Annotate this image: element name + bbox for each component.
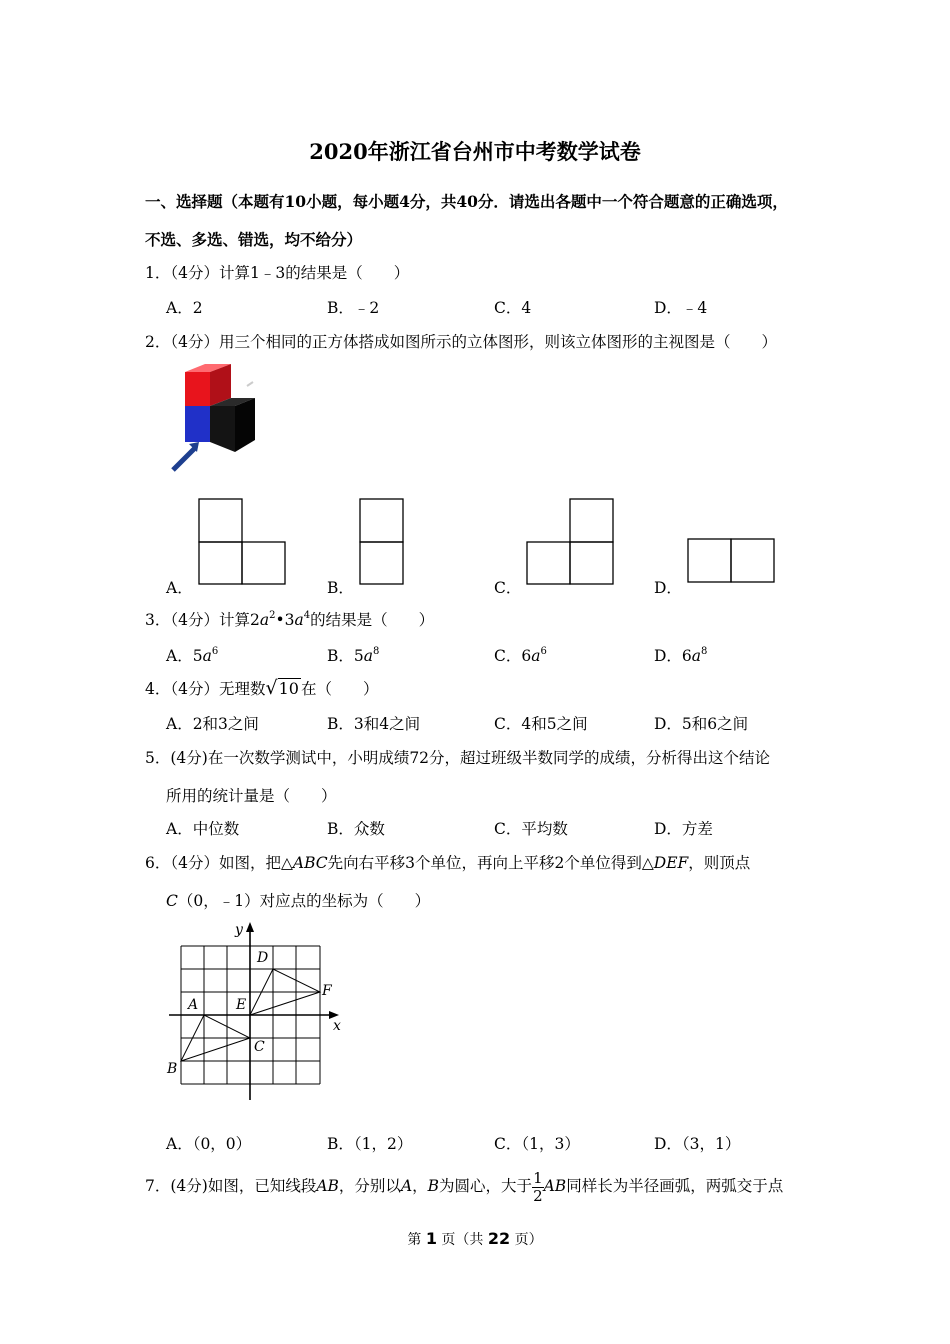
page-footer: 第 1 页（共 22 页） — [407, 1229, 543, 1248]
q6-option-a: A．（0，0） — [166, 1135, 252, 1153]
point-c-label: C — [254, 1039, 265, 1055]
q5-option-d: D．方差 — [654, 820, 713, 838]
q2-option-d-figure — [687, 538, 777, 586]
q2-option-a: A． — [166, 579, 193, 597]
section-heading-line1: 一、选择题（本题有10小题，每小题4分，共40分．请选出各题中一个符合题意的正确选项， — [145, 192, 788, 211]
point-b-label: B — [167, 1061, 178, 1077]
question-6-line2: C（0，﹣1）对应点的坐标为（ ） — [166, 892, 431, 910]
q2-option-b: B． — [327, 579, 354, 597]
q4-option-a: A．2和3之间 — [166, 715, 259, 733]
q6-option-b: B．（1，2） — [327, 1135, 413, 1153]
q2-option-d: D． — [654, 579, 682, 597]
question-2: 2．（4分）用三个相同的正方体搭成如图所示的立体图形，则该立体图形的主视图是（ ） — [145, 333, 777, 351]
current-page-number: 1 — [425, 1229, 437, 1248]
point-f-label: F — [322, 983, 332, 999]
question-5-line1: 5．(4分)在一次数学测试中，小明成绩72分，超过班级半数同学的成绩，分析得出这个结论 — [145, 749, 771, 767]
q2-cube-figure — [165, 360, 265, 475]
q1-option-c: C．4 — [494, 299, 532, 317]
section-heading-line2: 不选、多选、错选，均不给分） — [145, 230, 363, 249]
question-5-line2: 所用的统计量是（ ） — [166, 787, 337, 805]
question-7: 7．(4分)如图，已知线段AB，分别以A，B为圆心，大于 $\frac{1}{2}$ AB同样长为半径画弧，两弧交于点 — [145, 1168, 784, 1205]
y-axis-label: y — [235, 922, 243, 938]
q3-option-c: C．$6a^6$ — [494, 646, 547, 665]
q3-option-b: B．$5a^8$ — [327, 646, 380, 665]
q4-option-c: C．4和5之间 — [494, 715, 588, 733]
q6-option-c: C．（1，3） — [494, 1135, 580, 1153]
question-1: 1．（4分）计算1﹣3的结果是（ ） — [145, 264, 410, 282]
q5-option-a: A．中位数 — [166, 820, 240, 838]
q3-option-a: A．$5a^6$ — [166, 646, 219, 665]
q6-option-d: D．（3，1） — [654, 1135, 741, 1153]
q2-option-c: C． — [494, 579, 522, 597]
sqrt-symbol: √ — [265, 677, 278, 699]
q2-option-b-figure — [359, 498, 405, 586]
fraction-one-half: $\frac{1}{2}$ — [533, 1168, 543, 1205]
point-e-label: E — [236, 997, 247, 1013]
sqrt-radicand: 10 — [278, 679, 299, 698]
q5-option-b: B．众数 — [327, 820, 385, 838]
question-3: 3．（4分）计算$2a^2•3a^4$的结果是（ ） — [145, 610, 435, 629]
q1-option-a: A．2 — [166, 299, 203, 317]
question-6-line1: 6．（4分）如图，把△ABC先向右平移3个单位，再向上平移2个单位得到△DEF，则顶点 — [145, 854, 751, 872]
point-d-label: D — [257, 950, 269, 966]
q6-coordinate-grid-figure — [165, 918, 350, 1103]
point-a-label: A — [188, 997, 199, 1013]
q4-option-b: B．3和4之间 — [327, 715, 421, 733]
page-title: 2020年浙江省台州市中考数学试卷 — [309, 139, 641, 164]
total-pages: 22 — [487, 1229, 511, 1248]
q2-option-a-figure — [198, 498, 288, 586]
q4-option-d: D．5和6之间 — [654, 715, 749, 733]
q3-option-d: D．$6a^8$ — [654, 646, 708, 665]
question-4: 4．（4分）无理数√10 在（ ） — [145, 677, 379, 699]
q5-option-c: C．平均数 — [494, 820, 568, 838]
x-axis-label: x — [333, 1018, 341, 1034]
q1-option-d: D．﹣4 — [654, 299, 708, 317]
q2-option-c-figure — [526, 498, 616, 586]
q1-option-b: B．﹣2 — [327, 299, 380, 317]
